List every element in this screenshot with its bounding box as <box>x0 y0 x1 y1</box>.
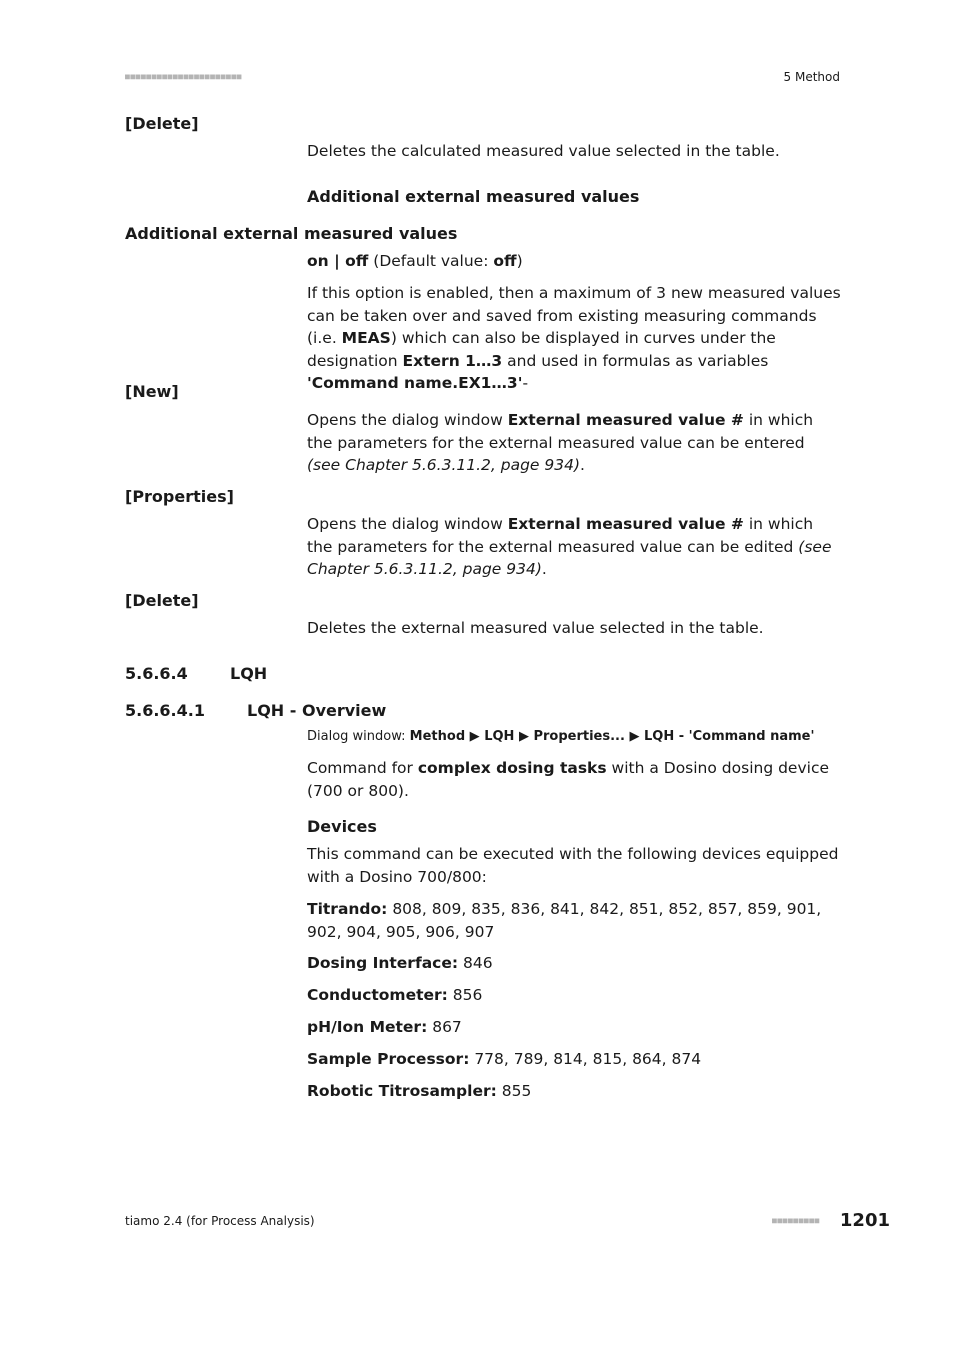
text: Opens the dialog window <box>307 411 508 429</box>
device-models: 778, 789, 814, 815, 864, 874 <box>469 1050 702 1068</box>
option-values <box>307 250 842 273</box>
text: . <box>580 456 585 474</box>
device-sample-processor <box>307 1048 842 1071</box>
term-new: [New] <box>125 382 179 401</box>
default-value: off <box>493 252 517 270</box>
new-description <box>307 409 842 477</box>
path-separator-icon: ▶ <box>465 729 485 744</box>
text: with a Dosino dosing device (700 or 800). <box>307 759 829 800</box>
bold-complex-dosing: complex dosing tasks <box>417 759 607 777</box>
term-delete: [Delete] <box>125 114 199 133</box>
text: in which the parameters for the external measured value can be edited <box>307 515 814 556</box>
bold-extern: Extern 1…3 <box>402 351 503 370</box>
chapter-reference[interactable]: (see Chapter 5.6.3.11.2, page 934) <box>307 537 832 578</box>
device-robotic-titrosampler <box>307 1080 842 1103</box>
text: and used in formulas as variables <box>502 351 769 370</box>
chapter-reference[interactable]: (see Chapter 5.6.3.11.2, page 934) <box>307 456 581 474</box>
device-models: 867 <box>427 1018 462 1036</box>
subsection-title: LQH - Overview <box>247 701 387 720</box>
footer-decoration: ■■■■■■■■■ <box>772 1216 820 1225</box>
header-decoration: ■■■■■■■■■■■■■■■■■■■■■■ <box>125 72 242 81</box>
delete-description: Deletes the calculated measured value selected in the table. <box>307 142 780 160</box>
bold-dialog-name: External measured value # <box>507 515 744 533</box>
device-models: 808, 809, 835, 836, 841, 842, 851, 852, 857, 859, 901, 902, 904, 905, 906, 907 <box>307 900 822 941</box>
text: ) which can also be displayed in curves under the designation <box>307 329 776 370</box>
path-command: LQH - 'Command name' <box>644 729 815 744</box>
device-label: Dosing Interface: <box>307 954 459 972</box>
command-description <box>307 757 842 802</box>
term-delete: [Delete] <box>125 591 199 610</box>
dialog-path <box>307 728 814 746</box>
devices-intro: This command can be executed with the following devices equipped with a Dosino 700/800: <box>307 845 839 886</box>
dialog-prefix: Dialog window: <box>307 729 410 744</box>
option-on-off: on | off <box>307 252 369 270</box>
delete-description: Deletes the external measured value selected in the table. <box>307 619 764 637</box>
device-conductometer <box>307 984 842 1007</box>
device-label: Conductometer: <box>307 986 448 1004</box>
subheading-additional-external: Additional external measured values <box>307 187 640 206</box>
footer-product: tiamo 2.4 (for Process Analysis) <box>125 1214 315 1228</box>
device-titrando <box>307 898 842 943</box>
term-properties: [Properties] <box>125 487 234 506</box>
path-method: Method <box>409 729 466 744</box>
device-models: 855 <box>496 1082 532 1100</box>
term-additional-external: Additional external measured values <box>125 224 458 243</box>
section-title: LQH <box>230 664 268 683</box>
subsection-number: 5.6.6.4.1 <box>125 701 205 720</box>
path-properties: Properties... <box>533 729 625 744</box>
additional-description <box>307 282 842 395</box>
text: Command for <box>307 759 418 777</box>
path-separator-icon: ▶ <box>514 729 534 744</box>
device-ph-ion-meter <box>307 1016 842 1039</box>
bold-meas: MEAS <box>341 329 391 347</box>
header-chapter: 5 Method <box>783 70 840 84</box>
section-number: 5.6.6.4 <box>125 664 188 683</box>
properties-description <box>307 513 842 581</box>
device-label: Titrando: <box>307 900 388 918</box>
default-prefix: (Default value: <box>368 252 494 270</box>
page-number: 1201 <box>839 1210 890 1231</box>
bold-variable: 'Command name.EX1…3' <box>307 374 523 392</box>
device-label: Sample Processor: <box>307 1050 470 1068</box>
text: Opens the dialog window <box>307 515 508 533</box>
text: in which the parameters for the external measured value can be entered <box>307 411 814 452</box>
device-label: Robotic Titrosampler: <box>307 1082 497 1100</box>
path-separator-icon: ▶ <box>624 729 644 744</box>
device-models: 846 <box>458 954 493 972</box>
path-lqh: LQH <box>484 729 515 744</box>
devices-heading: Devices <box>307 817 377 836</box>
device-dosing-interface <box>307 952 842 975</box>
text: . <box>541 560 547 578</box>
device-models: 856 <box>447 986 483 1004</box>
default-suffix: ) <box>516 252 523 270</box>
text: - <box>522 374 529 392</box>
bold-dialog-name: External measured value # <box>507 411 744 429</box>
device-label: pH/Ion Meter: <box>307 1018 428 1036</box>
text: If this option is enabled, then a maximum of 3 new measured values can be taken over and saved from existing measuring commands (i.e. <box>307 284 841 347</box>
